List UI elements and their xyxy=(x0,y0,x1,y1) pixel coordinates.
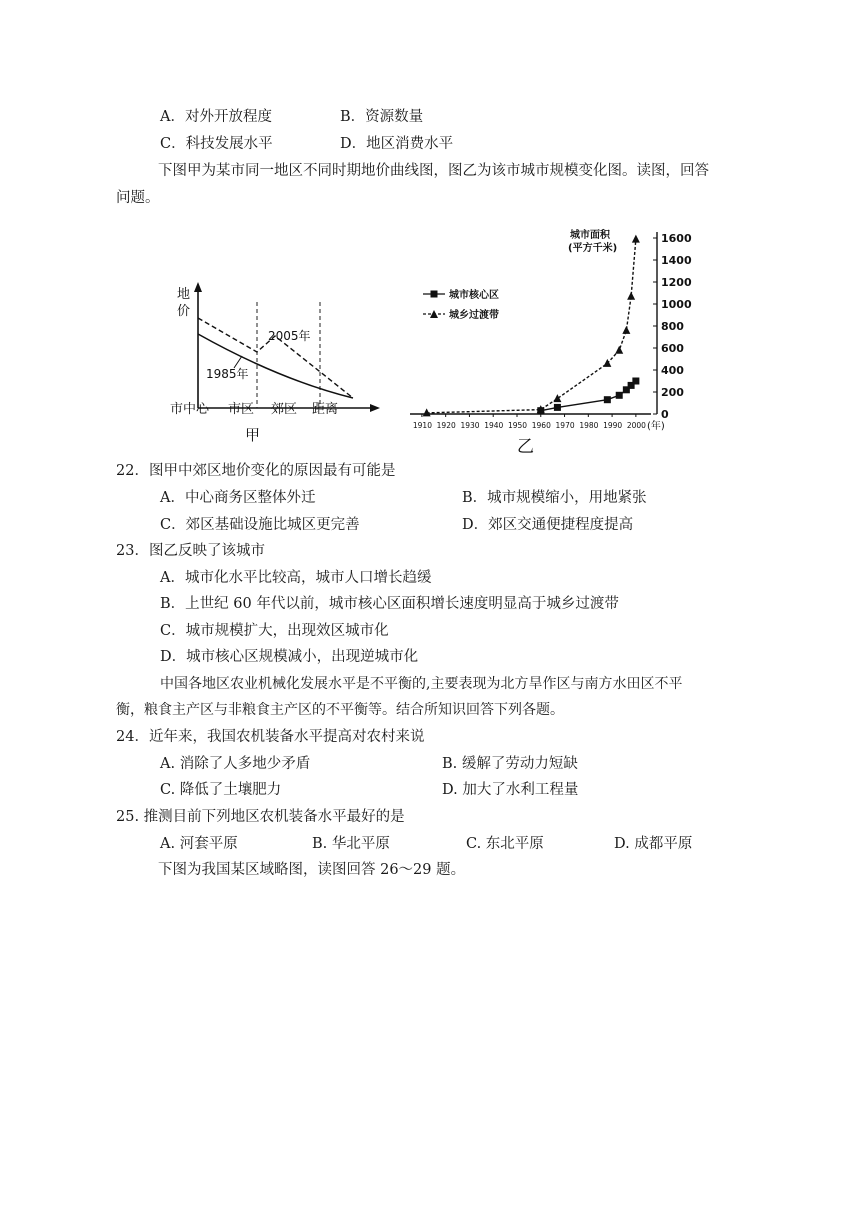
yi-transition-point xyxy=(615,346,623,354)
q21-option-a: A．对外开放程度 xyxy=(160,109,272,125)
q21-option-d: D．地区消费水平 xyxy=(340,136,454,152)
jia-label-1985: 1985年 xyxy=(206,367,249,381)
jia-label-2005: 2005年 xyxy=(268,329,311,343)
yi-transition-point xyxy=(603,359,611,367)
q22-option-a: A．中心商务区整体外迁 xyxy=(160,490,316,506)
intro-22-line2: 问题。 xyxy=(116,190,160,206)
yi-transition-point xyxy=(553,394,561,402)
yi-x-tick-label: 1980 xyxy=(579,421,599,430)
yi-x-tick-label: 1920 xyxy=(436,421,456,430)
yi-core-point xyxy=(632,378,639,385)
yi-x-tick-label: 2000 xyxy=(626,421,646,430)
yi-core-point xyxy=(616,392,623,399)
jia-x-arrow xyxy=(370,404,380,412)
yi-x-tick-label: 1950 xyxy=(507,421,528,430)
q21-option-b: B．资源数量 xyxy=(340,109,424,125)
q22-option-b: B．城市规模缩小，用地紧张 xyxy=(462,490,647,506)
yi-transition-point xyxy=(627,292,635,300)
yi-core-point xyxy=(554,404,561,411)
yi-x-tick-label: 1910 xyxy=(412,421,432,430)
yi-x-tick-label: 1930 xyxy=(460,421,480,430)
yi-y-tick-label: 1000 xyxy=(661,298,692,311)
figure-yi xyxy=(395,222,715,458)
yi-transition-point xyxy=(632,235,640,243)
q23-option-a: A．城市化水平比较高，城市人口增长趋缓 xyxy=(160,570,432,586)
q23-option-d: D．城市核心区规模减小，出现逆城市化 xyxy=(160,649,419,665)
q25-option-b: B. 华北平原 xyxy=(312,836,390,852)
jia-caption: 甲 xyxy=(245,426,261,444)
yi-series-transition-line xyxy=(427,239,636,413)
jia-x-label-urban: 市区 xyxy=(228,402,255,417)
yi-x-tick-label: 1940 xyxy=(484,421,504,430)
q22-option-d: D．郊区交通便捷程度提高 xyxy=(462,517,634,533)
legend-core-label: 城市核心区 xyxy=(449,290,499,301)
q23-option-b: B．上世纪 60 年代以前，城市核心区面积增长速度明显高于城乡过渡带 xyxy=(160,596,619,612)
yi-y-tick-label: 0 xyxy=(661,408,669,421)
yi-caption: 乙 xyxy=(517,437,534,457)
yi-y-tick-label: 400 xyxy=(661,364,684,377)
q24-option-c: C. 降低了土壤肥力 xyxy=(160,782,282,798)
yi-y-title-2: (平方千米) xyxy=(568,243,618,254)
q22-stem: 22．图甲中郊区地价变化的原因最有可能是 xyxy=(116,463,396,479)
q21-option-c: C．科技发展水平 xyxy=(160,136,273,152)
q25-stem: 25. 推测目前下列地区农机装备水平最好的是 xyxy=(116,809,405,825)
yi-x-tick-label: 1990 xyxy=(603,421,623,430)
q24-option-a: A. 消除了人多地少矛盾 xyxy=(160,756,311,772)
q23-option-c: C．城市规模扩大，出现效区城市化 xyxy=(160,623,389,639)
intro-26: 下图为我国某区域略图，读图回答 26～29 题。 xyxy=(158,862,466,878)
yi-y-tick-label: 1200 xyxy=(661,276,692,289)
yi-x-tick-label: 1970 xyxy=(555,421,575,430)
jia-ylabel-2: 价 xyxy=(177,304,191,319)
jia-ylabel-1: 地 xyxy=(177,287,191,302)
legend-transition-marker xyxy=(430,310,438,318)
yi-x-unit: (年) xyxy=(647,421,665,432)
yi-y-tick-label: 600 xyxy=(661,342,684,355)
q24-option-d: D. 加大了水利工程量 xyxy=(442,782,579,798)
legend-transition-label: 城乡过渡带 xyxy=(449,310,499,321)
q23-stem: 23．图乙反映了该城市 xyxy=(116,543,265,559)
legend-core-marker xyxy=(431,291,438,298)
yi-y-tick-label: 1400 xyxy=(661,254,692,267)
q25-option-a: A. 河套平原 xyxy=(160,836,238,852)
jia-x-label-center: 市中心 xyxy=(170,402,210,417)
q24-option-b: B. 缓解了劳动力短缺 xyxy=(442,756,578,772)
yi-y-tick-label: 200 xyxy=(661,386,684,399)
jia-curve-1985 xyxy=(198,334,353,398)
yi-y-tick-label: 1600 xyxy=(661,232,692,245)
yi-y-tick-label: 800 xyxy=(661,320,684,333)
yi-x-tick-label: 1960 xyxy=(531,421,551,430)
figure-jia xyxy=(160,270,390,450)
yi-core-point xyxy=(604,396,611,403)
yi-transition-point xyxy=(622,326,630,334)
jia-x-label-distance: 距离 xyxy=(312,402,339,417)
jia-x-label-suburb: 郊区 xyxy=(271,402,298,417)
q25-option-c: C. 东北平原 xyxy=(466,836,544,852)
intro-24-line2: 衡，粮食主产区与非粮食主产区的不平衡等。结合所知识回答下列各题。 xyxy=(116,702,564,718)
q25-option-d: D. 成都平原 xyxy=(614,836,693,852)
jia-y-arrow xyxy=(194,282,202,292)
q22-option-c: C．郊区基础设施比城区更完善 xyxy=(160,517,360,533)
intro-22-line1: 下图甲为某市同一地区不同时期地价曲线图，图乙为该市城市规模变化图。读图，回答 xyxy=(158,163,709,179)
yi-y-title-1: 城市面积 xyxy=(570,230,610,241)
q24-stem: 24．近年来，我国农机装备水平提高对农村来说 xyxy=(116,729,425,745)
intro-24-line1: 中国各地区农业机械化发展水平是不平衡的,主要表现为北方旱作区与南方水田区不平 xyxy=(160,676,683,692)
